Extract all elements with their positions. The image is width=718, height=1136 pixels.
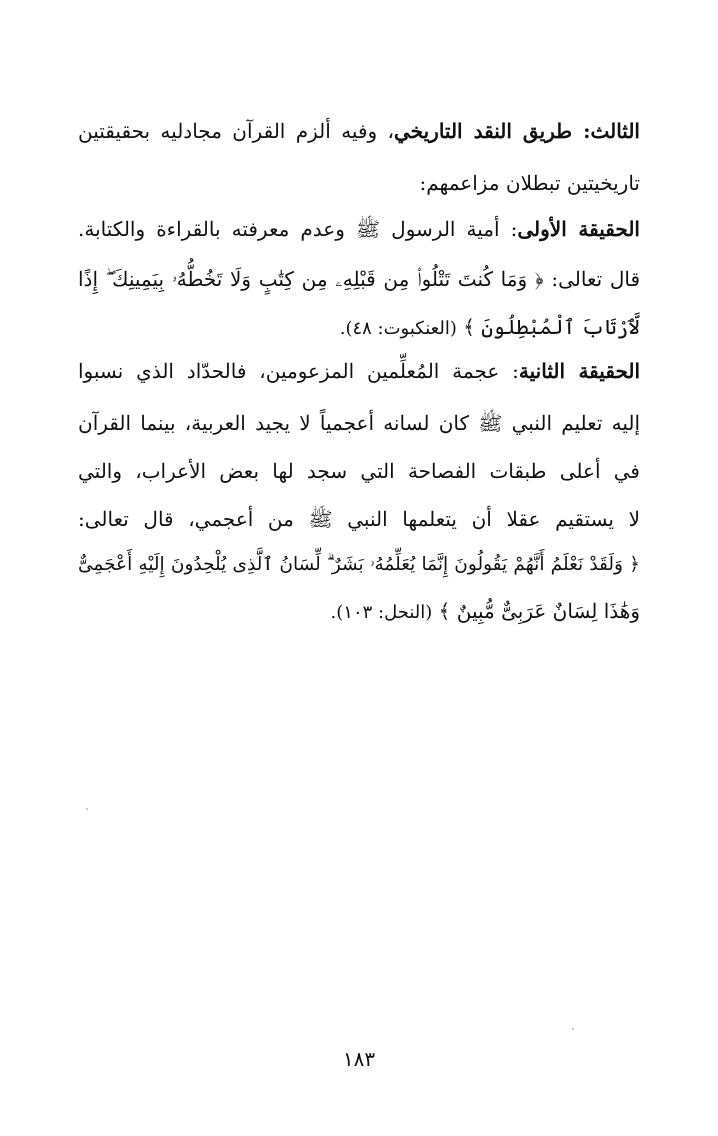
paragraph-line-1 bbox=[78, 116, 640, 146]
fact-heading-1: الحقيقة الأولى bbox=[517, 217, 640, 241]
paragraph-line-5 bbox=[78, 312, 640, 344]
paragraph-line-8 bbox=[78, 456, 640, 486]
verse-reference: (العنكبوت: ٤٨). bbox=[339, 318, 457, 339]
paragraph-line-3 bbox=[78, 214, 640, 244]
line-text: تاريخيتين تبطلان مزاعمهم: bbox=[419, 171, 640, 195]
verse-reference: (النحل: ١٠٣). bbox=[330, 602, 433, 623]
line-text: : أمية الرسول ﷺ وعدم معرفته بالقراءة والكتابة. bbox=[78, 217, 518, 241]
line-text: : عجمة المُعلِّمين المزعومين، فالحدّاد الذي نسبوا bbox=[78, 359, 519, 383]
line-text: ، وفيه ألزم القرآن مجادليه بحقيقتين bbox=[78, 119, 395, 143]
line-text: لا يستقيم عقلا أن يتعلمها النبي ﷺ من أعجمي، قال تعالى: bbox=[78, 507, 640, 531]
page-number: ١٨٣ bbox=[342, 1047, 376, 1071]
paragraph-line-4 bbox=[78, 264, 640, 294]
paragraph-line-7 bbox=[78, 408, 640, 438]
paragraph-line-9 bbox=[78, 504, 640, 534]
paragraph-line-11 bbox=[78, 596, 640, 628]
line-text: قال تعالى: bbox=[551, 267, 641, 291]
scan-speck bbox=[572, 1028, 574, 1030]
paragraph-line-2 bbox=[78, 168, 640, 198]
quran-verse: ﴿ وَلَقَدْ نَعْلَمُ أَنَّهُمْ يَقُولُونَ إِنَّمَا يُعَلِّمُهُۥ بَشَرٌ ۗ لِّسَانُ ٱلَّذِى يُلْحِدُونَ إِلَيْهِ أَعْجَمِىٌّ bbox=[78, 554, 640, 575]
paragraph-line-6 bbox=[78, 356, 640, 386]
section-heading: الثالث: طريق النقد التاريخي bbox=[394, 119, 640, 143]
scan-speck bbox=[86, 808, 88, 810]
fact-heading-2: الحقيقة الثانية bbox=[518, 359, 641, 383]
quran-verse: ﴿ وَمَا كُنتَ تَتْلُوا۟ مِن قَبْلِهِۦ مِن كِتَٰبٍ وَلَا تَخُطُّهُۥ بِيَمِينِكَ ۖ إِذًا bbox=[78, 267, 544, 291]
paragraph-line-10 bbox=[78, 550, 640, 580]
line-text: إليه تعليم النبي ﷺ كان لسانه أعجمياً لا يجيد العربية، بينما القرآن bbox=[78, 411, 640, 435]
quran-verse: وَهَٰذَا لِسَانٌ عَرَبِىٌّ مُّبِينٌ ﴾ bbox=[438, 599, 640, 623]
quran-verse: لَّٱرْتَابَ ٱلْمُبْطِلُونَ ﴾ bbox=[463, 315, 640, 339]
line-text: في أعلى طبقات الفصاحة التي سجد لها بعض الأعراب، والتي bbox=[78, 459, 640, 483]
